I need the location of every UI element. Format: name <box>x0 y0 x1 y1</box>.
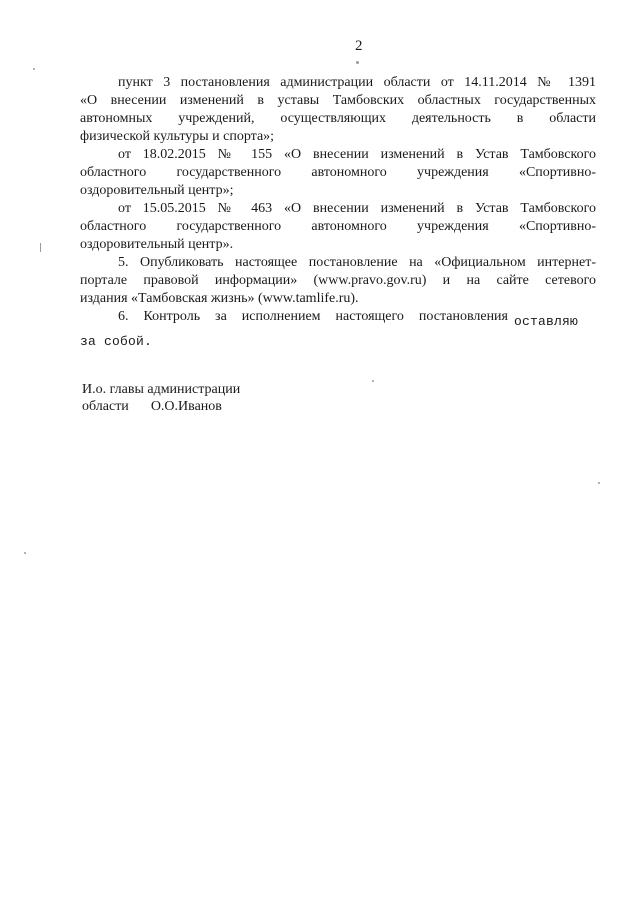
text-line: 5. Опубликовать настоящее постановление на «Официальном интернет- <box>118 255 596 270</box>
scan-speck <box>598 482 600 484</box>
scan-speck <box>40 243 41 252</box>
text-line: портале правовой информации» (www.pravo.gov.ru) и на сайте сетевого <box>80 273 596 288</box>
text-line: физической культуры и спорта»; <box>80 129 275 144</box>
text-line: областного государственного автономного учреждения «Спортивно- <box>80 219 596 234</box>
typed-insert: оставляю <box>514 314 579 329</box>
signatory-name: О.О.Иванов <box>150 399 222 414</box>
text-line: издания «Тамбовская жизнь» (www.tamlife.ru). <box>80 291 359 306</box>
signature-line <box>82 399 222 415</box>
text-line: оздоровительный центр»; <box>80 183 234 198</box>
scan-speck <box>33 68 35 70</box>
signature-position-2: области <box>82 399 129 414</box>
scan-speck <box>356 61 359 64</box>
signature-position: И.о. главы администрации <box>82 382 241 397</box>
text-line: автономных учреждений, осуществляющих деятельность в области <box>80 111 596 126</box>
text-line: «О внесении изменений в уставы Тамбовских областных государственных <box>80 93 596 108</box>
page-number: 2 <box>355 38 363 54</box>
text-line: от 15.05.2015 № 463 «О внесении изменений в Устав Тамбовского <box>118 201 596 216</box>
text-line: 6. Контроль за исполнением настоящего постановления <box>118 309 508 324</box>
scan-speck <box>24 552 26 554</box>
text-line: пункт 3 постановления администрации области от 14.11.2014 № 1391 <box>118 75 596 90</box>
text-line: от 18.02.2015 № 155 «О внесении изменений в Устав Тамбовского <box>118 147 596 162</box>
text-line: областного государственного автономного учреждения «Спортивно- <box>80 165 596 180</box>
typed-insert: за собой. <box>80 334 153 349</box>
scan-speck <box>372 380 374 382</box>
text-line: оздоровительный центр». <box>80 237 234 252</box>
